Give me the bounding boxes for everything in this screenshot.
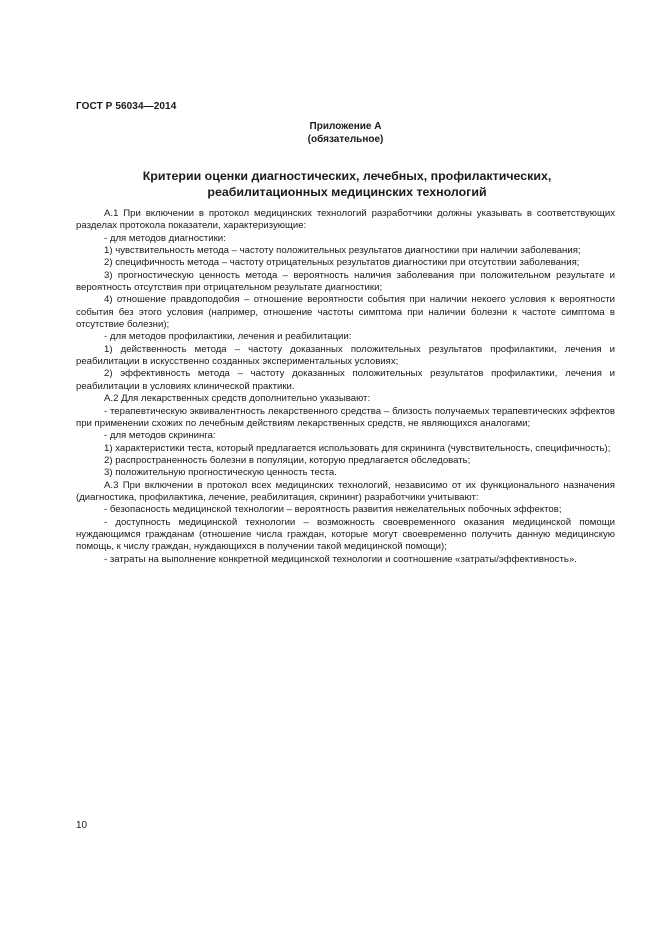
- paragraph: А.1 При включении в протокол медицинских технологий разработчики должны указывать в соответствующих разделах протокола показатели, характеризующие:: [76, 208, 615, 232]
- section-title: [76, 168, 618, 200]
- document-body: [76, 208, 615, 566]
- page-number: 10: [76, 820, 88, 831]
- paragraph: 3) положительную прогностическую ценность теста.: [104, 467, 337, 479]
- paragraph: 2) распространенность болезни в популяции, которую предлагается обследовать;: [104, 454, 471, 466]
- section-title-line-2: реабилитационных медицинских технологий: [207, 185, 487, 199]
- paragraph: - для методов профилактики, лечения и реабилитации:: [104, 331, 352, 343]
- paragraph: - для методов диагностики:: [104, 232, 226, 244]
- paragraph: А.2 Для лекарственных средств дополнительно указывают:: [104, 393, 371, 405]
- section-title-line-1: Критерии оценки диагностических, лечебных, профилактических,: [142, 169, 552, 183]
- paragraph: А.3 При включении в протокол всех медицинских технологий, независимо от их функционального назначения (диагностика, профилактика, лечение, реабилитация, скрининг) разработчики учитывают:: [76, 479, 615, 503]
- paragraph: 1) характеристики теста, который предлагается использовать для скрининга (чувствительность, специфичность);: [104, 442, 611, 454]
- paragraph: 4) отношение правдоподобия – отношение вероятности события при наличии некоего условия к вероятности события без этого условия (например, отношение частоты симптома при наличии болезни к частоте симптома в отсутствие болезни);: [76, 294, 615, 331]
- paragraph: - затраты на выполнение конкретной медицинской технологии и соотношение «затраты/эффективность».: [104, 553, 577, 565]
- annex-status: (обязательное): [307, 133, 384, 145]
- paragraph: - для методов скрининга:: [104, 430, 216, 442]
- standard-code: ГОСТ Р 56034—2014: [76, 101, 177, 112]
- paragraph: 1) действенность метода – частоту доказанных положительных результатов профилактики, лечения и реабилитации в искусственно созданных экспериментальных условиях;: [76, 343, 615, 368]
- paragraph: - безопасность медицинской технологии – вероятность развития нежелательных побочных эффектов;: [104, 504, 562, 516]
- paragraph: 3) прогностическую ценность метода – вероятность наличия заболевания при положительном результате и вероятность отсутствия при отрицательном результате диагностики;: [76, 269, 615, 294]
- paragraph: 2) эффективность метода – частоту доказанных положительных результатов профилактики, лечения и реабилитации в условиях клинической практики.: [76, 368, 615, 392]
- paragraph: 2) специфичность метода – частоту отрицательных результатов диагностики при отсутствии заболевания;: [104, 257, 580, 269]
- paragraph: - доступность медицинской технологии – возможность своевременного оказания медицинской помощи нуждающимся гражданам (отношение числа граждан, которые могут своевременно получить данную медицинскую помощь, к числу граждан, нуждающихся в получении такой медицинской помощи);: [76, 516, 615, 553]
- paragraph: - терапевтическую эквивалентность лекарственного средства – близость получаемых терапевтических эффектов при применении схожих по лечебным действиям лекарственных средств, не являющихся аналогами;: [76, 405, 615, 429]
- paragraph: 1) чувствительность метода – частоту положительных результатов диагностики при наличии заболевания;: [104, 245, 581, 257]
- annex-heading: [0, 121, 661, 146]
- annex-title: Приложение А: [309, 121, 382, 132]
